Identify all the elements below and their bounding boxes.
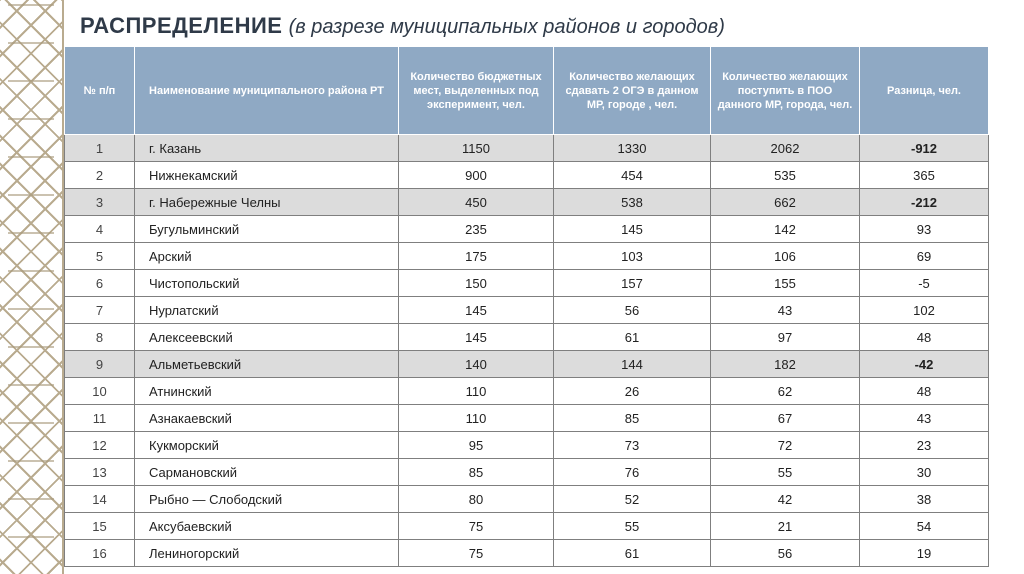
cell-number: 15 [65, 513, 135, 540]
cell-district-name: Рыбно — Слободский [135, 486, 399, 513]
cell-number: 9 [65, 351, 135, 378]
cell-poo-applicants: 155 [711, 270, 860, 297]
cell-oge-applicants: 55 [554, 513, 711, 540]
cell-district-name: Бугульминский [135, 216, 399, 243]
cell-poo-applicants: 97 [711, 324, 860, 351]
cell-district-name: Алексеевский [135, 324, 399, 351]
cell-budget-places: 95 [399, 432, 554, 459]
header-oge-applicants: Количество желающих сдавать 2 ОГЭ в данном МР, городе , чел. [554, 47, 711, 135]
cell-district-name: Азнакаевский [135, 405, 399, 432]
cell-difference: 69 [860, 243, 989, 270]
cell-budget-places: 140 [399, 351, 554, 378]
table-body [65, 135, 989, 567]
cell-difference: 19 [860, 540, 989, 567]
table-row [65, 135, 989, 162]
header-budget-places: Количество бюджетных мест, выделенных под эксперимент, чел. [399, 47, 554, 135]
cell-poo-applicants: 182 [711, 351, 860, 378]
cell-number: 6 [65, 270, 135, 297]
cell-difference: 43 [860, 405, 989, 432]
cell-number: 8 [65, 324, 135, 351]
cell-district-name: Атнинский [135, 378, 399, 405]
cell-number: 16 [65, 540, 135, 567]
cell-difference: -212 [860, 189, 989, 216]
cell-difference: 102 [860, 297, 989, 324]
header-poo-applicants: Количество желающих поступить в ПОО данного МР, города, чел. [711, 47, 860, 135]
header-number: № п/п [65, 47, 135, 135]
cell-number: 1 [65, 135, 135, 162]
cell-budget-places: 75 [399, 513, 554, 540]
cell-poo-applicants: 72 [711, 432, 860, 459]
table-row [65, 162, 989, 189]
cell-poo-applicants: 56 [711, 540, 860, 567]
cell-district-name: Аксубаевский [135, 513, 399, 540]
cell-difference: 48 [860, 324, 989, 351]
cell-budget-places: 450 [399, 189, 554, 216]
table-row [65, 324, 989, 351]
cell-poo-applicants: 55 [711, 459, 860, 486]
cell-number: 7 [65, 297, 135, 324]
cell-budget-places: 1150 [399, 135, 554, 162]
cell-difference: -42 [860, 351, 989, 378]
cell-district-name: Лениногорский [135, 540, 399, 567]
cell-district-name: Кукморский [135, 432, 399, 459]
cell-number: 3 [65, 189, 135, 216]
cell-oge-applicants: 1330 [554, 135, 711, 162]
cell-number: 13 [65, 459, 135, 486]
table-header [65, 47, 989, 135]
cell-difference: 93 [860, 216, 989, 243]
cell-poo-applicants: 2062 [711, 135, 860, 162]
cell-number: 12 [65, 432, 135, 459]
cell-difference: -912 [860, 135, 989, 162]
title-subtitle: (в разрезе муниципальных районов и городов) [288, 16, 725, 38]
cell-oge-applicants: 61 [554, 324, 711, 351]
cell-oge-applicants: 103 [554, 243, 711, 270]
cell-difference: 48 [860, 378, 989, 405]
cell-difference: 23 [860, 432, 989, 459]
cell-oge-applicants: 76 [554, 459, 711, 486]
cell-poo-applicants: 43 [711, 297, 860, 324]
header-row [65, 47, 989, 135]
table-row [65, 189, 989, 216]
cell-poo-applicants: 42 [711, 486, 860, 513]
table-row [65, 297, 989, 324]
cell-poo-applicants: 142 [711, 216, 860, 243]
cell-poo-applicants: 62 [711, 378, 860, 405]
cell-district-name: Нурлатский [135, 297, 399, 324]
cell-poo-applicants: 67 [711, 405, 860, 432]
cell-difference: 365 [860, 162, 989, 189]
table-row [65, 432, 989, 459]
cell-difference: -5 [860, 270, 989, 297]
cell-poo-applicants: 662 [711, 189, 860, 216]
table-row [65, 351, 989, 378]
cell-budget-places: 235 [399, 216, 554, 243]
cell-number: 14 [65, 486, 135, 513]
cell-budget-places: 110 [399, 378, 554, 405]
cell-budget-places: 150 [399, 270, 554, 297]
table-row [65, 540, 989, 567]
cell-budget-places: 175 [399, 243, 554, 270]
table-row [65, 243, 989, 270]
cell-oge-applicants: 26 [554, 378, 711, 405]
cell-district-name: Сармановский [135, 459, 399, 486]
cell-district-name: г. Набережные Челны [135, 189, 399, 216]
cell-number: 11 [65, 405, 135, 432]
table-row [65, 378, 989, 405]
cell-number: 5 [65, 243, 135, 270]
header-difference: Разница, чел. [860, 47, 989, 135]
cell-number: 2 [65, 162, 135, 189]
cell-budget-places: 75 [399, 540, 554, 567]
cell-budget-places: 85 [399, 459, 554, 486]
table-row [65, 513, 989, 540]
cell-district-name: Альметьевский [135, 351, 399, 378]
cell-poo-applicants: 21 [711, 513, 860, 540]
cell-budget-places: 80 [399, 486, 554, 513]
cell-oge-applicants: 538 [554, 189, 711, 216]
cell-district-name: Арский [135, 243, 399, 270]
cell-oge-applicants: 61 [554, 540, 711, 567]
cell-number: 4 [65, 216, 135, 243]
cell-oge-applicants: 52 [554, 486, 711, 513]
cell-budget-places: 900 [399, 162, 554, 189]
cell-oge-applicants: 85 [554, 405, 711, 432]
cell-district-name: Нижнекамский [135, 162, 399, 189]
table-row [65, 486, 989, 513]
cell-oge-applicants: 56 [554, 297, 711, 324]
cell-oge-applicants: 73 [554, 432, 711, 459]
cell-oge-applicants: 454 [554, 162, 711, 189]
cell-poo-applicants: 106 [711, 243, 860, 270]
cell-district-name: г. Казань [135, 135, 399, 162]
table-row [65, 270, 989, 297]
cell-oge-applicants: 145 [554, 216, 711, 243]
title-main: РАСПРЕДЕЛЕНИЕ [80, 13, 283, 38]
cell-difference: 38 [860, 486, 989, 513]
cell-district-name: Чистопольский [135, 270, 399, 297]
cell-budget-places: 110 [399, 405, 554, 432]
table-row [65, 216, 989, 243]
table-row [65, 459, 989, 486]
cell-difference: 30 [860, 459, 989, 486]
cell-number: 10 [65, 378, 135, 405]
cell-budget-places: 145 [399, 297, 554, 324]
header-district-name: Наименование муниципального района РТ [135, 47, 399, 135]
page-title [80, 13, 725, 39]
distribution-table [64, 46, 989, 567]
cell-budget-places: 145 [399, 324, 554, 351]
cell-oge-applicants: 144 [554, 351, 711, 378]
cell-difference: 54 [860, 513, 989, 540]
cell-poo-applicants: 535 [711, 162, 860, 189]
table-row [65, 405, 989, 432]
decorative-border [0, 0, 64, 574]
cell-oge-applicants: 157 [554, 270, 711, 297]
